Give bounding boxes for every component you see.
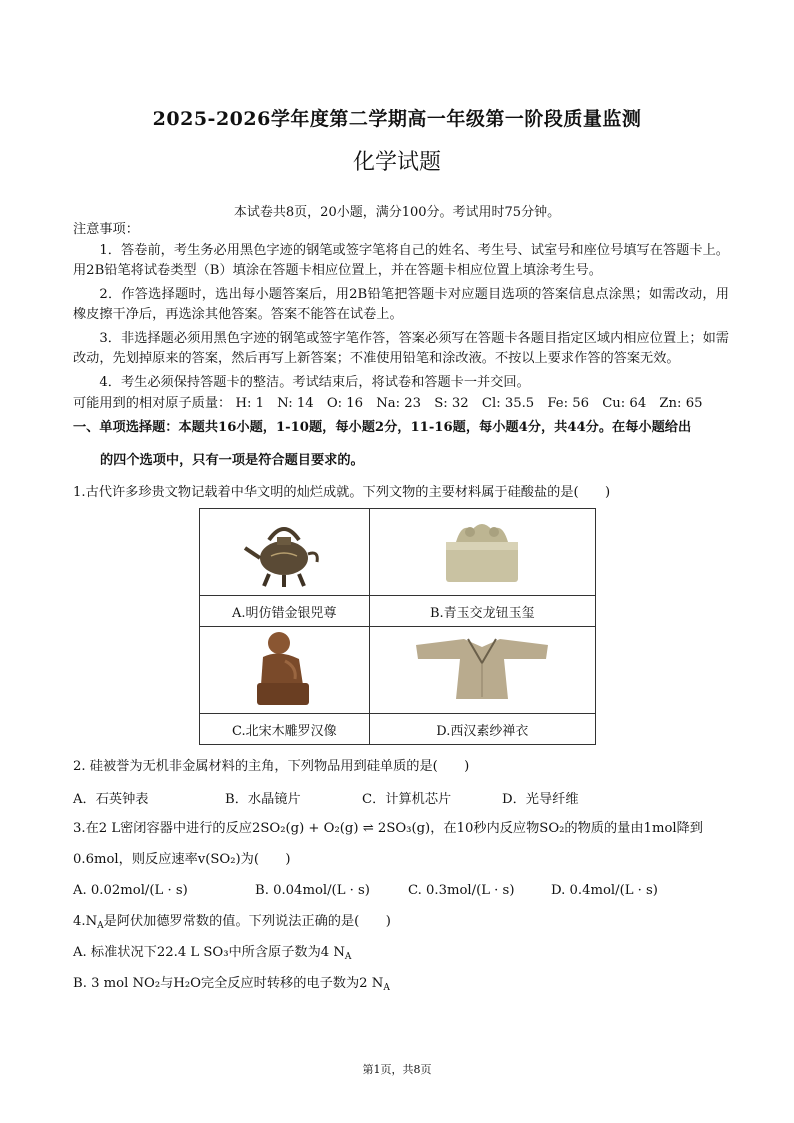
q4-na-sub: A — [97, 921, 104, 931]
q3-option-c: C. 0.3mol/(L · s) — [408, 883, 515, 898]
wood-statue-icon — [249, 627, 319, 709]
section-heading-line2: 的四个选项中，只有一项是符合题目要求的。 — [100, 453, 364, 468]
silk-robe-icon — [412, 633, 552, 703]
q4-na-symbol: 4.N — [73, 914, 98, 929]
artifact-a-caption: A.明仿错金银兕尊 — [200, 596, 370, 627]
notice-item-4: 4．考生必须保持答题卡的整洁。考试结束后，将试卷和答题卡一并交回。 — [99, 375, 530, 390]
q1-artifact-table — [199, 508, 596, 745]
q2-option-b: B．水晶镜片 — [225, 792, 301, 807]
atomic-mass: 可能用到的相对原子质量： H: 1 N: 14 O: 16 Na: 23 S: 32 Cl: 35.5 Fe: 56 Cu: 64 Zn: 65 — [73, 396, 703, 411]
q4-option-b — [73, 974, 390, 998]
q3-option-d: D. 0.4mol/(L · s) — [551, 883, 658, 898]
q1-stem: 1.古代许多珍贵文物记载着中华文明的灿烂成就。下列文物的主要材料属于硅酸盐的是( ) — [73, 485, 611, 500]
artifact-c-cell — [200, 627, 370, 714]
q4-option-a-text: A. 标准状况下22.4 L SO₃中所含原子数为4 N — [73, 945, 345, 960]
q2-option-d: D．光导纤维 — [502, 792, 579, 807]
exam-title: 2025-2026学年度第二学期高一年级第一阶段质量监测 — [152, 108, 642, 130]
q4-stem-text: 是阿伏加德罗常数的值。下列说法正确的是( ) — [103, 914, 391, 929]
notice-item-3: 3．非选择题必须用黑色字迹的钢笔或签字笔作答，答案必须写在答题卡各题目指定区域内相应位置上；如需改动，先划掉原来的答案，然后再写上新答案；不准使用铅笔和涂改液。不按以上要求作答的答案无效。 — [73, 331, 729, 366]
artifact-a-cell — [200, 509, 370, 596]
exam-info: 本试卷共8页，20小题，满分100分。考试用时75分钟。 — [233, 205, 561, 220]
q3-option-b: B. 0.04mol/(L · s) — [255, 883, 370, 898]
q3-option-a: A. 0.02mol/(L · s) — [73, 883, 188, 898]
q3-stem-line1 — [73, 819, 703, 839]
jade-seal-icon — [432, 510, 532, 590]
q3-stem-a: 3.在2 L密闭容器中进行的反应 — [73, 821, 252, 836]
artifact-d-caption: D.西汉素纱禅衣 — [369, 714, 595, 745]
notice-item-1: 1．答卷前，考生务必用黑色字迹的钢笔或签字笔将自己的姓名、考生号、试室号和座位号填写在答题卡上。用2B铅笔将试卷类型（B）填涂在答题卡相应位置上，并在答题卡相应位置上填涂考生号。 — [73, 243, 729, 278]
q2-stem: 2. 硅被誉为无机非金属材料的主角，下列物品用到硅单质的是( ) — [73, 759, 470, 774]
notice-heading: 注意事项： — [73, 222, 139, 237]
artifact-b-caption: B.青玉交龙钮玉玺 — [369, 596, 595, 627]
page-footer: 第1页，共8页 — [362, 1063, 432, 1076]
artifact-d-cell — [369, 627, 595, 714]
q3-reaction: 2SO₂(g) + O₂(g) ⇌ 2SO₃(g) — [251, 821, 431, 836]
q4-option-a-sub: A — [344, 952, 352, 962]
q3-stem-line2: 0.6mol，则反应速率v(SO₂)为( ) — [73, 852, 291, 867]
q4-stem — [73, 912, 391, 936]
q4-option-a — [73, 943, 351, 967]
section-heading-line1: 一、单项选择题：本题共16小题，1-10题，每小题2分，11-16题，每小题4分，共44分。在每小题给出 — [73, 420, 692, 435]
q3-stem-b: ，在10秒内反应物SO₂的物质的量由1mol降到 — [430, 821, 703, 836]
artifact-b-cell — [369, 509, 595, 596]
artifact-c-caption: C.北宋木雕罗汉像 — [200, 714, 370, 745]
notice-item-2: 2．作答选择题时，选出每小题答案后，用2B铅笔把答题卡对应题目选项的答案信息点涂黑；如需改动，用橡皮擦干净后，再选涂其他答案。答案不能答在试卷上。 — [73, 287, 729, 322]
q2-option-a: A．石英钟表 — [73, 792, 149, 807]
q4-option-b-text: B. 3 mol NO₂与H₂O完全反应时转移的电子数为2 N — [73, 976, 384, 991]
subject-title: 化学试题 — [352, 150, 441, 175]
q4-option-b-sub: A — [383, 983, 390, 993]
q2-option-c: C．计算机芯片 — [362, 792, 452, 807]
bronze-vessel-icon — [239, 510, 329, 590]
